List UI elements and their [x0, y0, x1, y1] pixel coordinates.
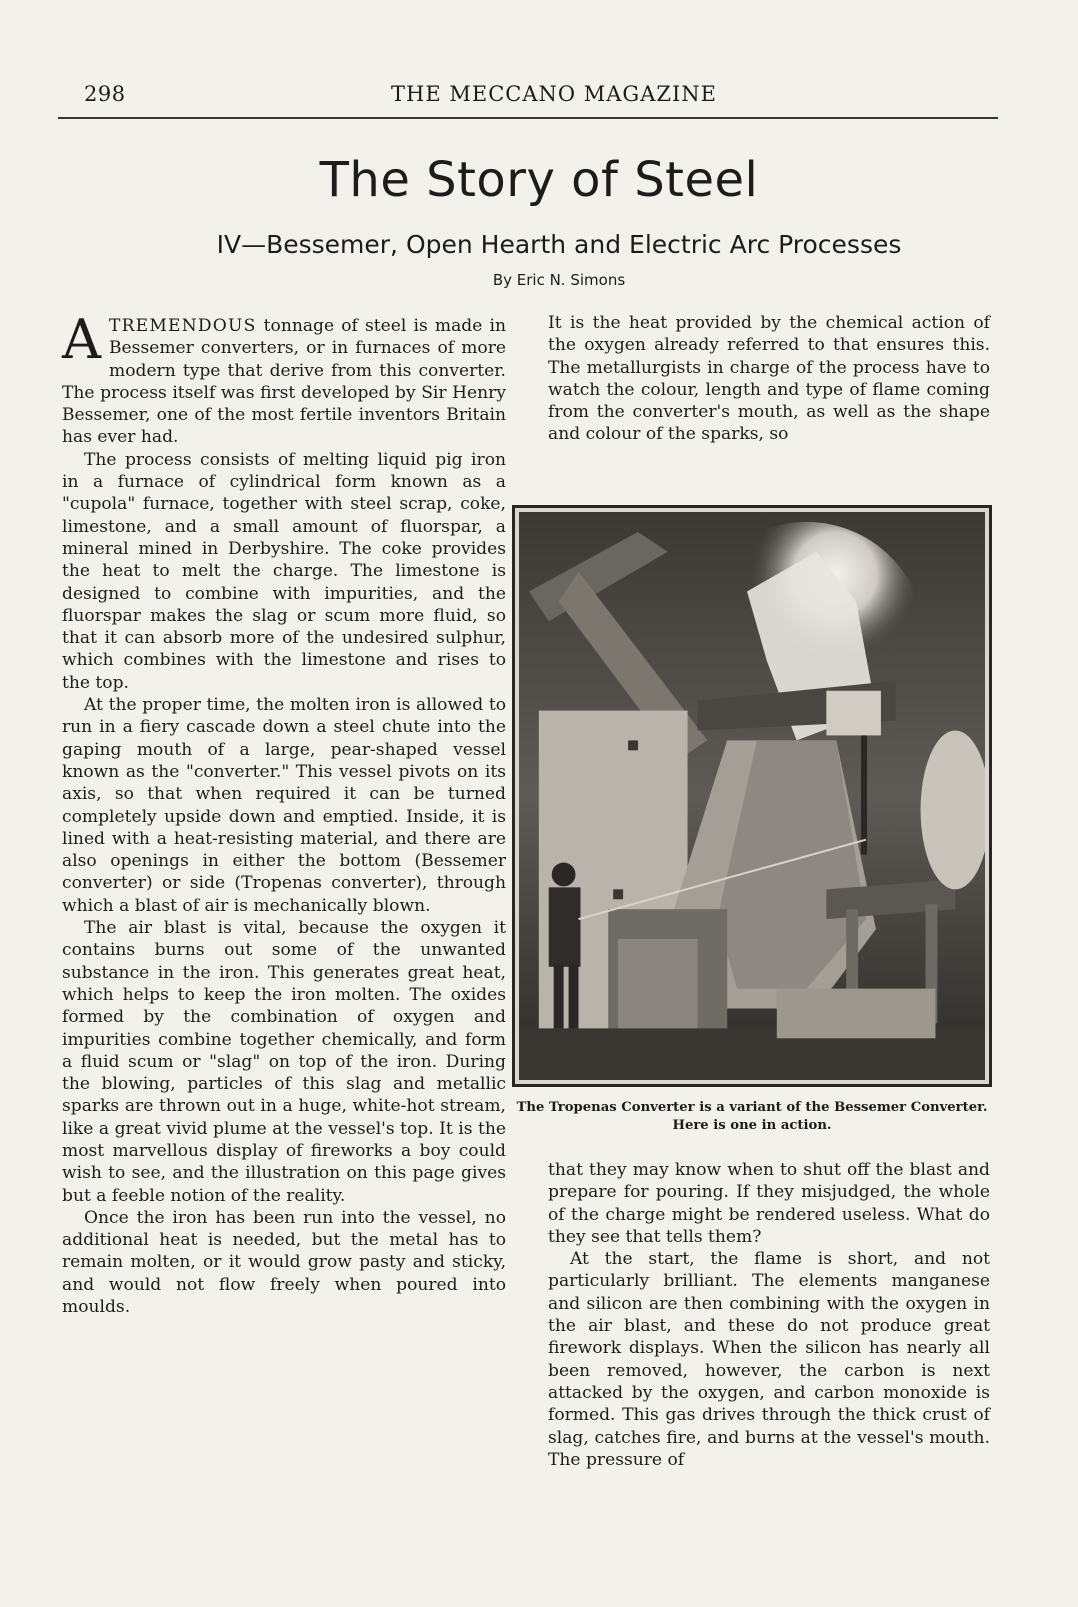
article-title: The Story of Steel: [319, 152, 759, 208]
paragraph-1: [62, 308, 506, 449]
article-byline: By Eric N. Simons: [492, 271, 626, 289]
right-column-bottom: [548, 1159, 990, 1471]
right-paragraph-1: It is the heat provided by the chemical action of the oxygen already referred to that ensures this. The metallurgists in charge of the process have to watch the colour, length and type of flame coming from the converter's mouth, as well as the shape and colour of the sparks, so: [548, 313, 990, 445]
right-paragraph-2: that they may know when to shut off the blast and prepare for pouring. If they misjudged, the whole of the charge might be rendered useless. What do they see that tells them?: [548, 1160, 990, 1247]
right-column-top: [548, 312, 990, 446]
article-subtitle: IV—Bessemer, Open Hearth and Electric Arc Processes: [216, 230, 902, 259]
photo-caption: The Tropenas Converter is a variant of the Bessemer Converter. Here is one in action.: [516, 1100, 988, 1133]
paragraph-3: At the proper time, the molten iron is allowed to run in a fiery cascade down a steel chute into the gaping mouth of a large, pear-shaped vessel known as the "converter." This vessel pivots on its axis, so that when required it can be turned completely upside down and emptied. Inside, it is lined with a heat-resisting material, and there are also openings in either the bottom (Bessemer converter) or side (Tropenas converter), through which a blast of air is mechanically blown.: [62, 695, 506, 916]
converter-photo: [512, 505, 992, 1087]
drop-cap: A: [62, 308, 101, 371]
converter-photo-image: [519, 512, 985, 1080]
left-column: [62, 308, 506, 1318]
right-paragraph-3: At the start, the flame is short, and not particularly brilliant. The elements manganese and silicon are then combining with the oxygen in the air blast, and these do not produce great firework displays. When the silicon has nearly all been removed, however, the carbon is next attacked by the oxygen, and carbon monoxide is formed. This gas drives through the thick crust of slag, catches fire, and burns at the vessel's mouth. The pressure of: [548, 1249, 990, 1470]
paragraph-4: The air blast is vital, because the oxygen it contains burns out some of the unwanted substance in the iron. This generates great heat, which helps to keep the iron molten. The oxides formed by the combination of oxygen and impurities combine together chemically, and form a fluid scum or "slag" on top of the iron. During the blowing, particles of this slag and metallic sparks are thrown out in a huge, white-hot stream, like a great vivid plume at the vessel's top. It is the most marvellous display of fireworks a boy could wish to see, and the illustration on this page gives but a feeble notion of the reality.: [62, 918, 506, 1206]
opening-caps: TREMENDOUS: [109, 316, 257, 336]
header-rule: [58, 117, 998, 119]
paragraph-5: Once the iron has been run into the vessel, no additional heat is needed, but the metal has to remain molten, or it would grow pasty and sticky, and would not flow freely when poured into moulds.: [62, 1207, 506, 1318]
page-number: 298: [84, 82, 126, 106]
paragraph-1-text: tonnage of steel is made in Bessemer converters, or in furnaces of more modern type that derive from this converter. The process itself was first developed by Sir Henry Bessemer, one of the most fertile inventors Britain has ever had.: [62, 316, 506, 448]
paragraph-2: The process consists of melting liquid pig iron in a furnace of cylindrical form known as a "cupola" furnace, together with steel scrap, coke, limestone, and a small amount of fluorspar, a mineral mined in Derbyshire. The coke provides the heat to melt the charge. The limestone is designed to combine with impurities, and the fluorspar makes the slag or scum more fluid, so that it can absorb more of the undesired sulphur, which combines with the limestone and rises to the top.: [62, 449, 506, 693]
magazine-title: THE MECCANO MAGAZINE: [391, 82, 717, 106]
